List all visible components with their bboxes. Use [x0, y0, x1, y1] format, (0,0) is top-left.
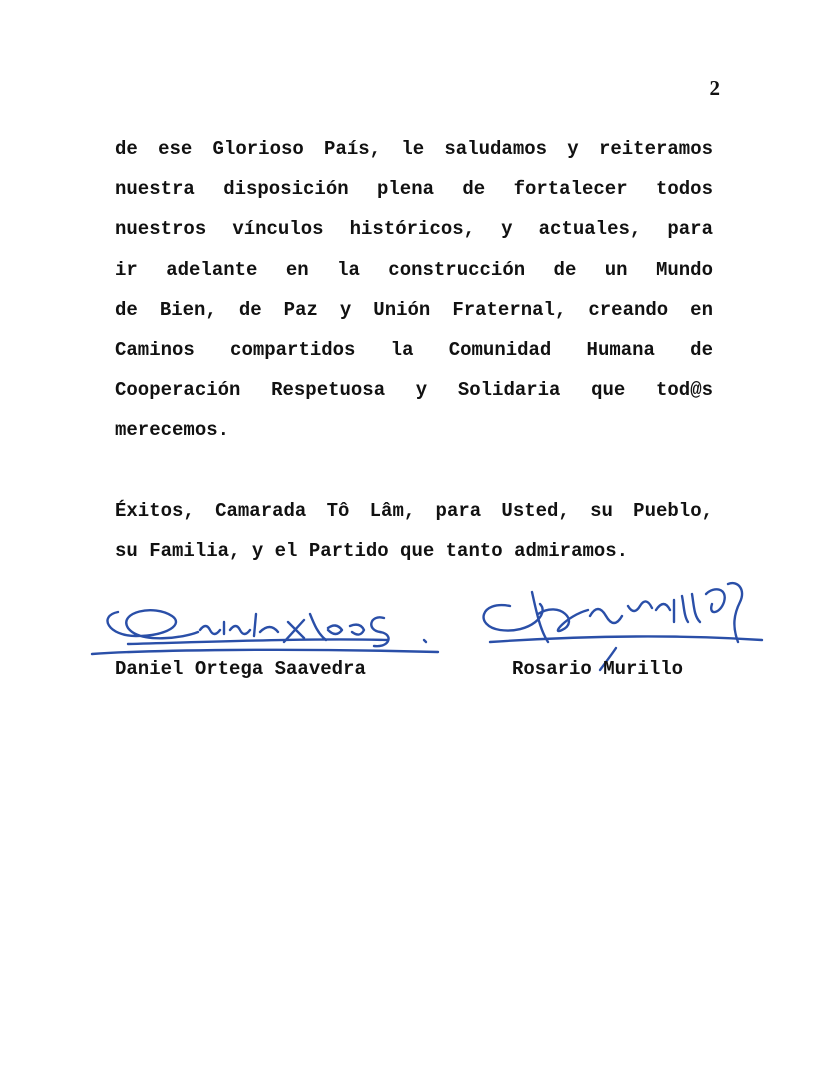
text-line: Éxitos, Camarada Tô Lâm, para Usted, su Pueblo, — [115, 499, 713, 522]
signatory-name-ortega: Daniel Ortega Saavedra — [115, 658, 366, 680]
page-number: 2 — [709, 76, 720, 100]
paragraph-1 — [115, 129, 713, 451]
signatory-name-murillo: Rosario Murillo — [512, 658, 684, 680]
paragraph-gap — [115, 451, 713, 491]
text-line: su Familia, y el Partido que tanto admiramos. — [115, 539, 629, 562]
text-line: ir adelante en la construcción de un Mundo — [115, 258, 713, 281]
text-line: de Bien, de Paz y Unión Fraternal, creando en — [115, 298, 713, 321]
signature-ortega — [88, 592, 448, 662]
letter-body — [115, 129, 713, 571]
text-line: nuestra disposición plena de fortalecer todos — [115, 178, 713, 201]
text-line: de ese Glorioso País, le saludamos y reiteramos — [115, 138, 713, 160]
text-line: Cooperación Respetuosa y Solidaria que tod@s — [115, 379, 713, 402]
text-line: merecemos. — [115, 419, 230, 442]
paragraph-2 — [115, 491, 713, 571]
text-line: Caminos compartidos la Comunidad Humana de — [115, 338, 713, 361]
text-line: nuestros vínculos históricos, y actuales, para — [115, 218, 713, 241]
